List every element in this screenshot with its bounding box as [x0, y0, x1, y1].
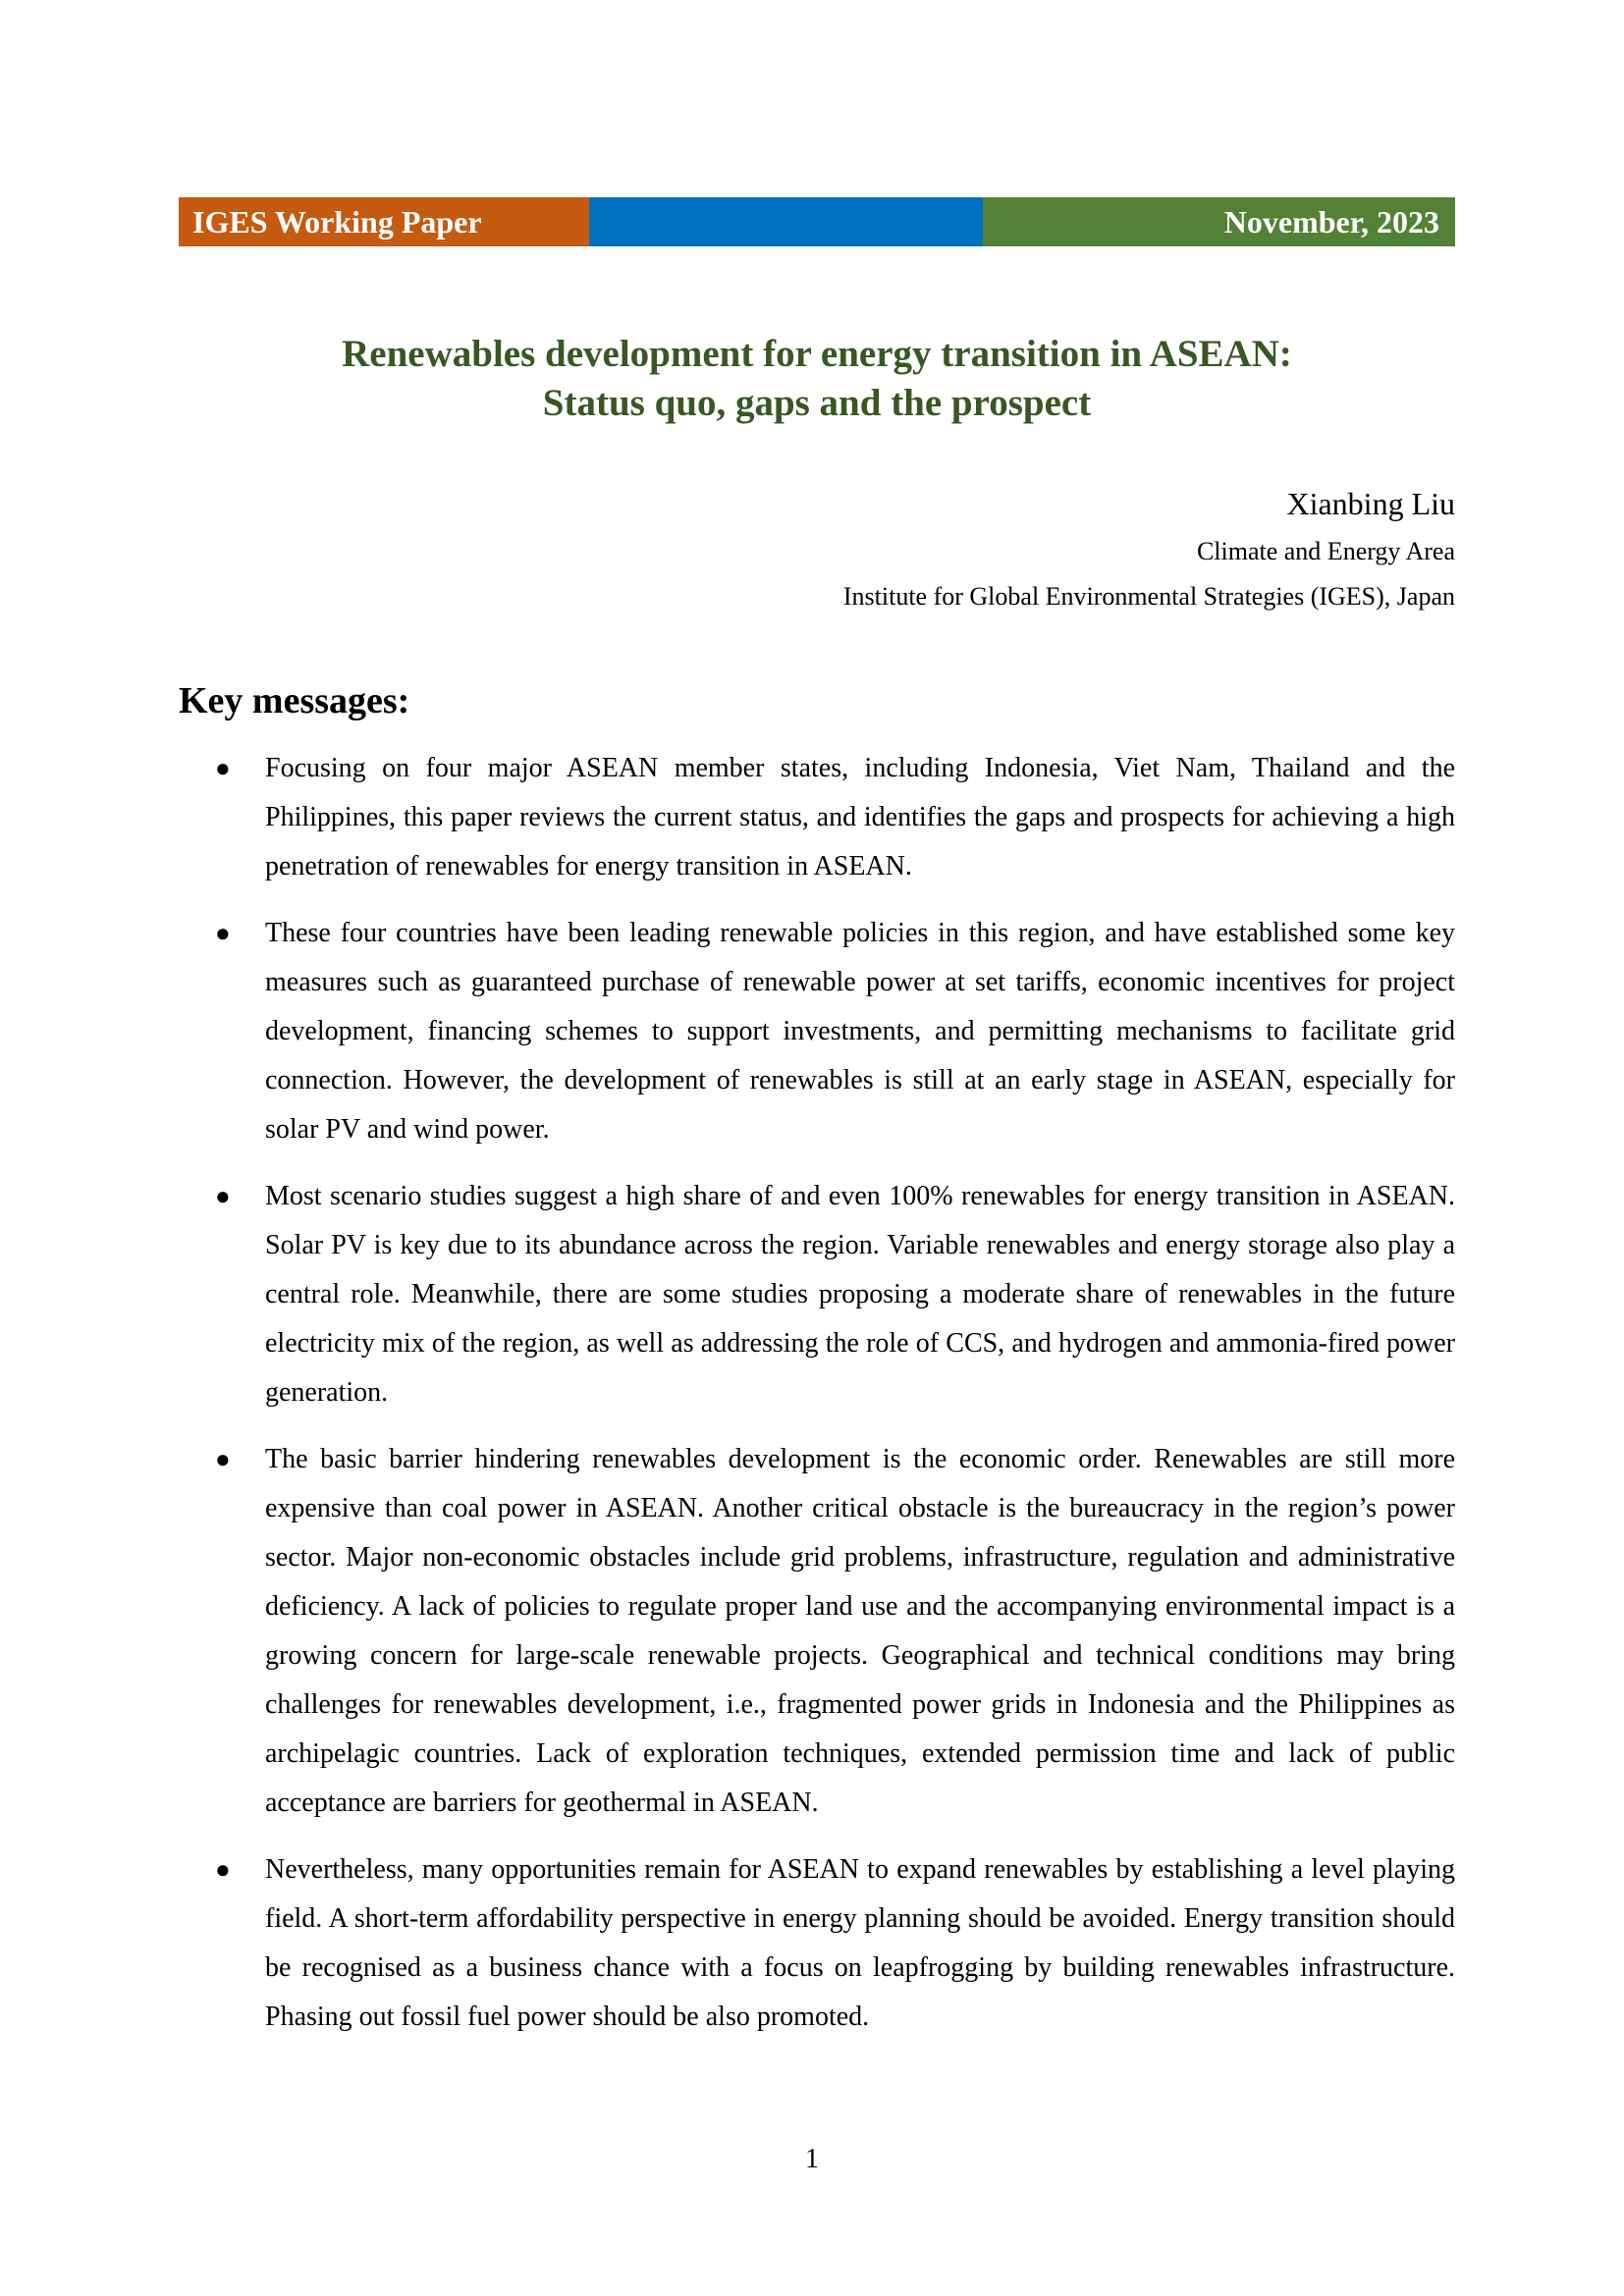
key-messages-heading: Key messages:: [179, 680, 410, 721]
key-message-item: [179, 1172, 1455, 1417]
key-message-text: Nevertheless, many opportunities remain for ASEAN to expand renewables by establishing a level playing field. A short-term affordability perspective in energy planning should be avoided. Energy transition should be recognised as a business chance with a focus on leapfrogging by building renewables infrastructure. Phasing out fossil fuel power should be also promoted.: [265, 1854, 1455, 2032]
paper-title-line-1: Renewables development for energy transition in ASEAN:: [342, 333, 1292, 375]
key-message-text: The basic barrier hindering renewables development is the economic order. Renewables are still more expensive than coal power in ASEAN. Another critical obstacle is the bureaucracy in the region’s power sector. Major non-economic obstacles include grid problems, infrastructure, regulation and administrative deficiency. A lack of policies to regulate proper land use and the accompanying environmental impact is a growing concern for large-scale renewable projects. Geographical and technical conditions may bring challenges for renewables development, i.e., fragmented power grids in Indonesia and the Philippines as archipelagic countries. Lack of exploration techniques, extended permission time and lack of public acceptance are barriers for geothermal in ASEAN.: [265, 1444, 1455, 1818]
series-label: IGES Working Paper: [179, 197, 589, 246]
paper-title: [179, 330, 1455, 428]
header-bar-middle-segment: [589, 197, 983, 246]
bullet-icon: ●: [215, 1445, 231, 1473]
key-messages-list: [179, 744, 1455, 2059]
bullet-icon: ●: [215, 754, 231, 782]
key-message-text: Most scenario studies suggest a high share of and even 100% renewables for energy transition in ASEAN. Solar PV is key due to its abundance across the region. Variable renewables and energy storage also play a central role. Meanwhile, there are some studies proposing a moderate share of renewables in the future electricity mix of the region, as well as addressing the role of CCS, and hydrogen and ammonia-fired power generation.: [265, 1181, 1455, 1408]
bullet-icon: ●: [215, 1182, 231, 1210]
publication-date: November, 2023: [983, 197, 1455, 246]
bullet-icon: ●: [215, 1855, 231, 1884]
key-message-item: [179, 744, 1455, 891]
key-message-item: [179, 1845, 1455, 2042]
key-message-item: [179, 1435, 1455, 1828]
bullet-icon: ●: [215, 919, 231, 947]
author-name: Xianbing Liu: [1286, 486, 1455, 521]
page-number: 1: [805, 2144, 819, 2174]
key-message-text: These four countries have been leading renewable policies in this region, and have established some key measures such as guaranteed purchase of renewable power at set tariffs, economic incentives for project development, financing schemes to support investments, and permitting mechanisms to facilitate grid connection. However, the development of renewables is still at an early stage in ASEAN, especially for solar PV and wind power.: [265, 918, 1455, 1145]
author-block: [179, 481, 1455, 622]
header-bar: [179, 197, 1455, 246]
paper-title-line-2: Status quo, gaps and the prospect: [542, 382, 1092, 424]
author-affiliation-institute: Institute for Global Environmental Strategies (IGES), Japan: [842, 582, 1455, 611]
author-affiliation-area: Climate and Energy Area: [1196, 537, 1455, 565]
key-message-item: [179, 909, 1455, 1154]
key-message-text: Focusing on four major ASEAN member states, including Indonesia, Viet Nam, Thailand and the Philippines, this paper reviews the current status, and identifies the gaps and prospects for achieving a high penetration of renewables for energy transition in ASEAN.: [265, 753, 1455, 881]
